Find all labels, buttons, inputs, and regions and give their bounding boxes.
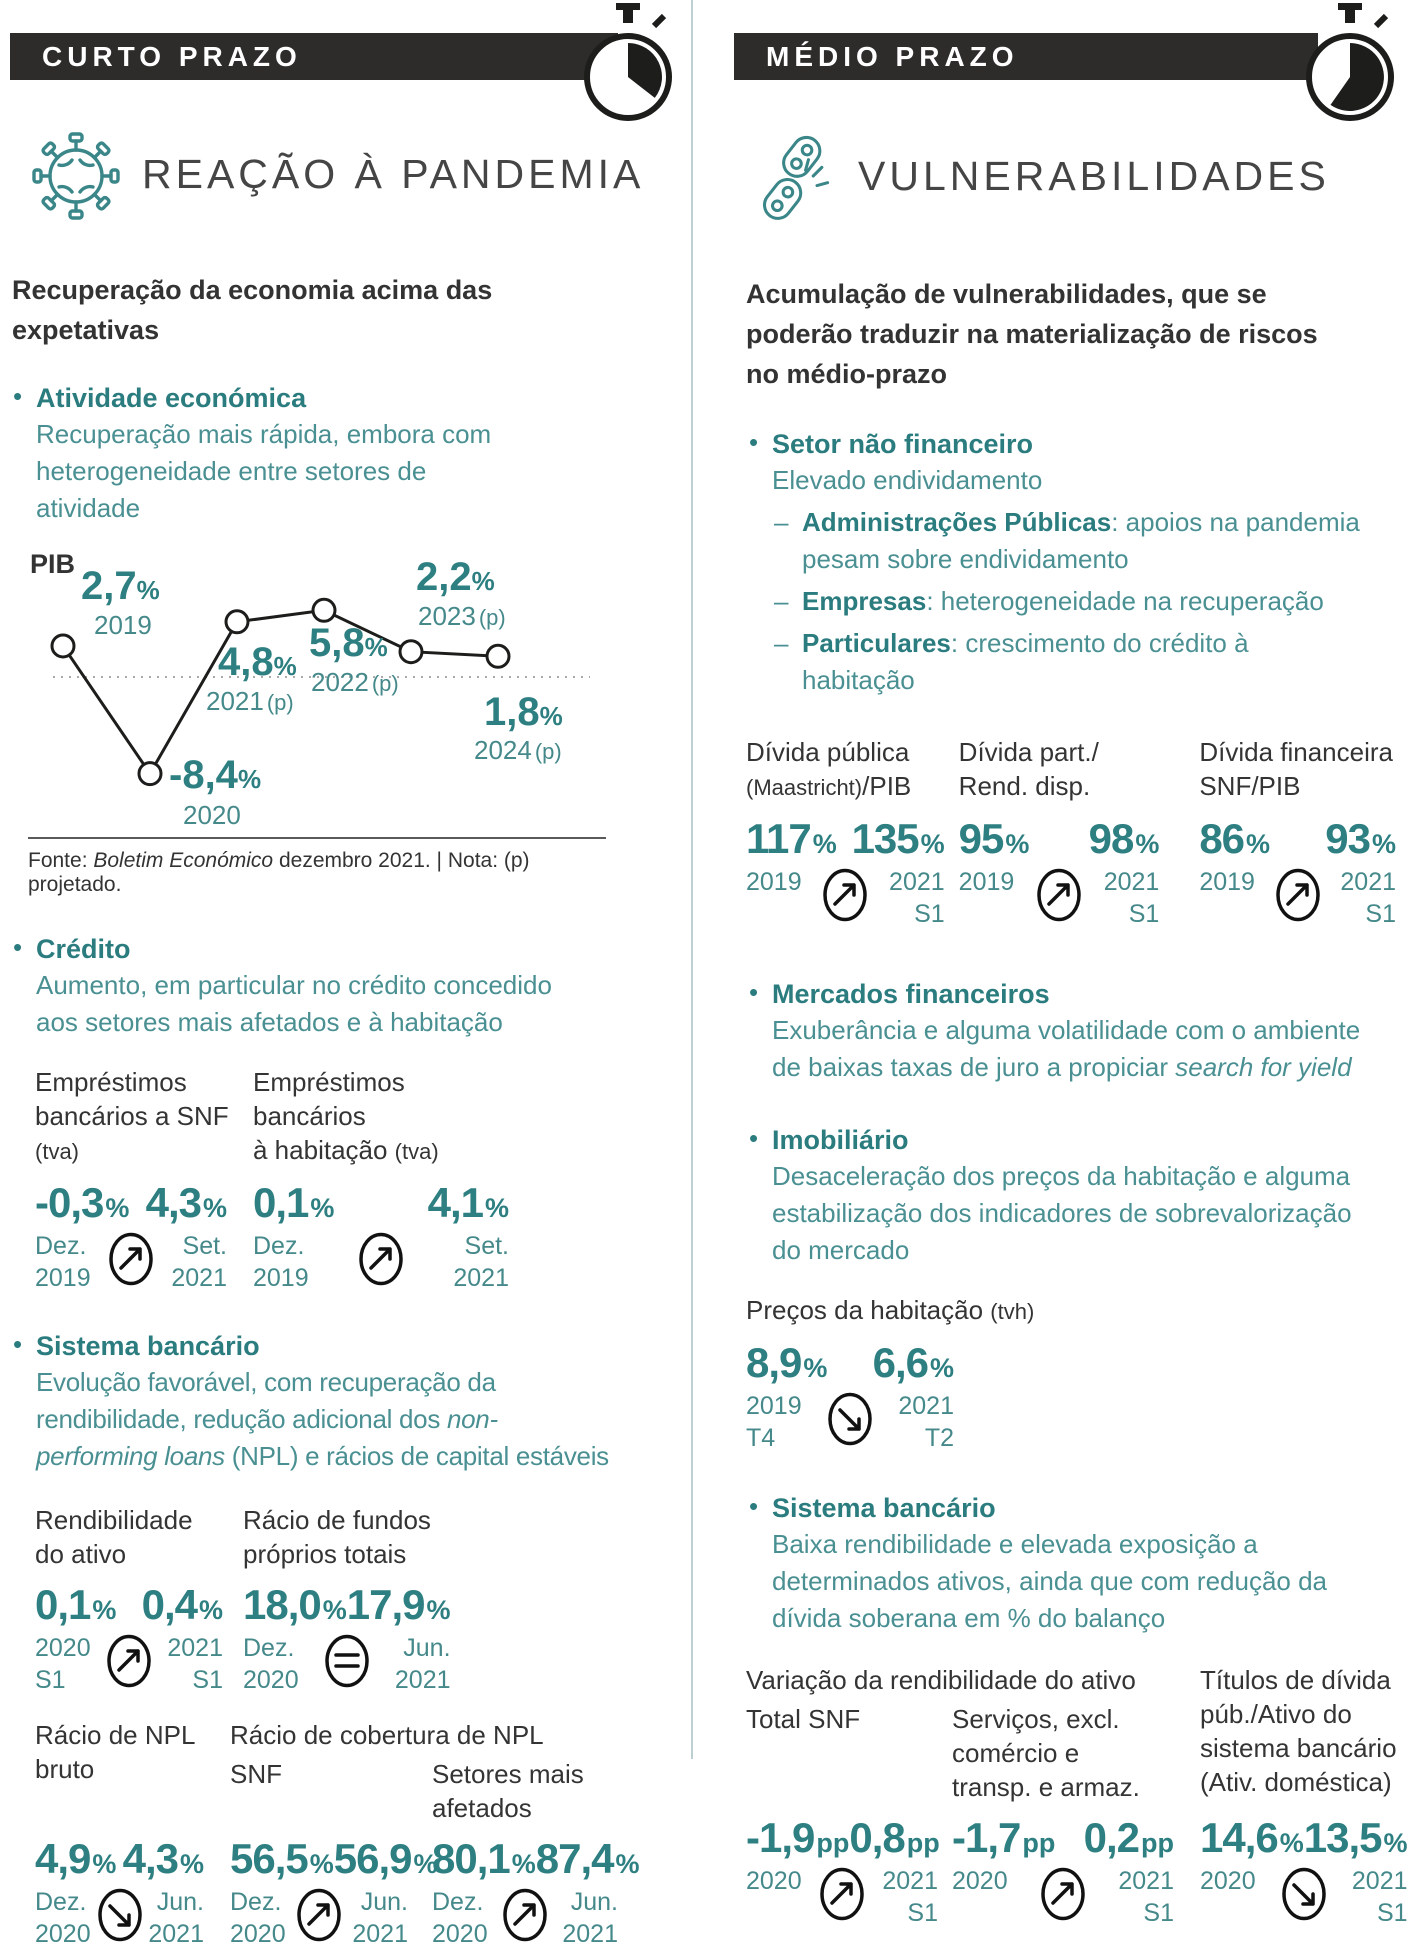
metric-group [746,1293,1035,1454]
trend-stable-icon [323,1633,371,1691]
broken-chain-icon [752,124,840,228]
metric-label: Dívida part./ Rend. disp. [958,737,1099,801]
metric-sublabel: Total SNF [746,1704,861,1734]
metric-value: 13,5% [1303,1814,1408,1861]
metric-value: 0,1% [253,1179,335,1226]
trend-up-icon [1274,867,1322,925]
metric-label: Dívida financeira SNF/PIB [1199,737,1393,801]
metric-sublabel: SNF [230,1759,282,1789]
metric-label: Dívida pública (Maastricht)/PIB [746,737,912,801]
header-bar-curto-prazo [10,33,618,80]
metric-value: 95% [958,815,1030,862]
trend-up-icon [821,867,869,925]
section-header [734,124,1396,228]
metric-value: 56,9% [333,1835,438,1882]
virus-icon [28,124,124,224]
bullet-heading: • Setor não financeiro [772,429,1034,459]
intro-statement: Recuperação da economia acima das expetativas [12,275,493,345]
metric-label: Variação da rendibilidade do ativo [746,1665,1136,1695]
metric-group [35,1065,227,1294]
metric-sublabel: Serviços, excl. comércio e transp. e armaz. [952,1704,1140,1802]
bar-title: MÉDIO PRAZO [766,40,1019,72]
trend-up-icon [357,1231,405,1289]
data-point-marker [226,611,248,633]
metric [243,1571,451,1696]
section-header [10,124,645,224]
metric-group [1200,1663,1408,1929]
bullet-body: Evolução favorável, com recuperação da rendibilidade, redução adicional dos non-performing loans (NPL) e rácios de capital estáveis [36,1367,609,1471]
bullet-atividade-economica [10,380,618,527]
metric-dates: 2021 S1 [1340,868,1397,928]
bullet-sistema-bancario [10,1328,618,1475]
metric-dates: 2020 [746,1867,802,1895]
bullet-heading: • Crédito [36,934,131,964]
intro-statement: Acumulação de vulnerabilidades, que se poderão traduzir na materialização de riscos no médio-prazo [746,279,1318,389]
metric-value: 6,6% [872,1339,954,1386]
metric-group [1199,735,1396,930]
section-title: REAÇÃO À PANDEMIA [142,150,645,197]
data-label-year: 2019 [94,610,152,640]
metric-value: 0,4% [141,1581,223,1628]
data-label-value: 5,8% [309,621,388,665]
metric-dates: 2021 S1 [1118,1867,1174,1927]
metric-row-precos-habitacao [734,1293,1396,1454]
bullet-body: Exuberância e alguma volatilidade com o ambiente de baixas taxas de juro a propiciar search for yield [772,1015,1361,1082]
metric-value: 14,6% [1200,1814,1304,1861]
metric-group [746,1663,1174,1929]
chart-title: PIB [30,549,76,579]
metric-group [35,1503,223,1696]
metric-label: Títulos de dívida púb./Ativo do sistema bancário (Ativ. doméstica) [1200,1665,1397,1797]
metric-value: -0,3% [35,1179,130,1226]
trend-up-icon [501,1887,549,1945]
header-bar-medio-prazo [734,33,1318,80]
bullet-setor-nao-financeiro [746,426,1396,699]
section-title: VULNERABILIDADES [858,152,1330,199]
metric-label: Rácio de fundos próprios totais [243,1505,431,1569]
metric-row-emprestimos [10,1065,618,1294]
metric-value: 87,4% [535,1835,640,1882]
trend-down-icon [826,1391,874,1449]
metric [35,1571,223,1696]
metric [959,803,1160,930]
metric [746,1329,954,1454]
source-rule [28,837,606,839]
data-point-marker [139,763,161,785]
bullet-body: Elevado endividamento [772,465,1043,495]
bullet-imobiliario [746,1122,1396,1269]
bullet-sistema-bancario [746,1490,1396,1637]
metric-dates: Dez. 2020 [230,1888,286,1948]
metric-value: 4,1% [427,1179,509,1226]
metric-dates: 2019 [958,868,1015,896]
metric [746,1697,938,1929]
sub-item-list [772,504,1396,699]
metric-dates: 2021 T2 [898,1392,954,1452]
metric-dates: 2021 S1 [1351,1867,1408,1927]
metric-dates: Dez. 2020 [35,1888,91,1948]
metric [230,1752,438,1950]
stopwatch-medium-icon [1302,3,1398,129]
metric-group [253,1065,509,1294]
metric-dates: 2021 S1 [889,868,945,928]
bullet-heading: • Atividade económica [36,383,307,413]
metric-dates: 2019 T4 [746,1392,802,1452]
metric-value: 80,1% [432,1835,536,1882]
data-label-year: 2022 (p) [311,667,399,697]
metric-value: 56,5% [230,1835,334,1882]
metric-group [959,735,1160,930]
metric-value: 135% [851,815,945,862]
metric-value: 117% [746,815,837,862]
bullet-mercados-financeiros [746,976,1396,1086]
metric [432,1752,640,1950]
bullet-body: Recuperação mais rápida, embora com heterogeneidade entre setores de atividade [36,419,492,523]
data-label-value: -8,4% [169,753,262,797]
metric [746,805,945,930]
metric-dates: 2019 [746,868,802,896]
metric-value: 4,3% [122,1835,204,1882]
bullet-heading: • Mercados financeiros [772,979,1050,1009]
metric-dates: 2021 S1 [1103,868,1160,928]
sub-item: – Particulares: crescimento do crédito à habitação [772,625,1362,699]
pib-line-chart [28,537,618,833]
trend-up-icon [295,1887,343,1945]
metric-dates: Dez. 2020 [432,1888,488,1948]
metric-value: 0,1% [35,1581,117,1628]
metric-dates: Jun. 2021 [562,1888,618,1948]
metric-group [243,1503,449,1696]
metric-dates: 2020 [1200,1867,1256,1895]
sub-item: – Administrações Públicas: apoios na pandemia pesam sobre endividamento [772,504,1362,578]
metric [35,1786,204,1950]
metric-dates: 2019 [1199,868,1255,896]
metric-row-rendibilidade-fundos [10,1503,618,1696]
data-label-value: 2,2% [416,555,495,599]
metric-value: 86% [1199,815,1271,862]
stopwatch-short-icon [580,3,676,129]
metric-dates: Set. 2021 [453,1232,509,1292]
metric-dates: 2020 [952,1867,1008,1895]
trend-down-icon [1280,1866,1328,1924]
metric [952,1697,1174,1929]
metric [253,1169,509,1294]
bullet-body: Aumento, em particular no crédito concedido aos setores mais afetados e à habitação [36,970,552,1037]
trend-down-icon [96,1887,144,1945]
trend-up-icon [1039,1866,1087,1924]
metric [35,1169,227,1294]
data-point-marker [487,645,509,667]
metric-dates: 2021 S1 [882,1867,938,1927]
data-label-year: 2020 [183,800,241,830]
trend-up-icon [107,1231,155,1289]
data-point-marker [400,641,422,663]
metric-value: 98% [1088,815,1160,862]
trend-up-icon [818,1866,866,1924]
metric-value: 4,3% [145,1179,227,1226]
data-label-value: 4,8% [218,640,297,684]
metric-group [746,735,945,930]
trend-up-icon [105,1633,153,1691]
bullet-heading: • Sistema bancário [36,1331,260,1361]
data-label-year: 2021 (p) [206,686,294,716]
bullet-heading: • Imobiliário [772,1125,909,1155]
metric-row-divida [734,735,1396,930]
metric-group [230,1718,640,1950]
metric-value: -1,7pp [952,1814,1056,1861]
metric-dates: Jun. 2021 [148,1888,204,1948]
metric-label: Empréstimos bancários à habitação (tva) [253,1067,439,1165]
metric-label: Rácio de cobertura de NPL [230,1720,544,1750]
data-label-value: 2,7% [81,564,160,608]
metric-row-npl [10,1718,640,1950]
metric-dates: Dez. 2019 [253,1232,309,1292]
bar-title: CURTO PRAZO [42,40,302,72]
metric-label: Rácio de NPL bruto [35,1720,196,1784]
metric-value: 0,8pp [849,1814,940,1861]
bullet-heading: • Sistema bancário [772,1493,996,1523]
metric-dates: Set. 2021 [171,1232,227,1292]
data-label-year: 2024 (p) [474,735,562,765]
metric-label: Rendibilidade do ativo [35,1505,193,1569]
bullet-body: Baixa rendibilidade e elevada exposição a determinados ativos, ainda que com redução da dívida soberana em % do balanço [772,1529,1328,1633]
metric [1199,803,1396,930]
metric-value: 93% [1325,815,1397,862]
metric-dates: Jun. 2021 [394,1634,451,1694]
metric-value: -1,9pp [746,1814,850,1861]
bullet-credito [10,931,618,1041]
metric-value: 0,2pp [1083,1814,1174,1861]
metric [1200,1799,1408,1929]
metric-dates: 2021 S1 [167,1634,223,1694]
metric-value: 18,0% [243,1581,347,1628]
metric-value: 8,9% [746,1339,828,1386]
metric-row-rendibilidade-titulos [734,1663,1408,1929]
bullet-body: Desaceleração dos preços da habitação e alguma estabilização dos indicadores de sobrevalorização do mercado [772,1161,1352,1265]
data-label-year: 2023 (p) [418,601,506,631]
data-point-marker [52,635,74,657]
source-note: Fonte: Boletim Económico dezembro 2021. | Nota: (p) projetado. [28,849,530,896]
metric-dates: Dez. 2020 [243,1634,299,1694]
column-medio-prazo [734,0,1408,1929]
metric-dates: Dez. 2019 [35,1232,91,1292]
trend-up-icon [1035,867,1083,925]
metric-value: 17,9% [346,1581,451,1628]
metric-group [35,1718,204,1950]
metric-label: Preços da habitação (tvh) [746,1295,1035,1325]
data-point-marker [313,599,335,621]
data-label-value: 1,8% [484,690,563,734]
metric-label: Empréstimos bancários a SNF (tva) [35,1067,229,1164]
metric-dates: Jun. 2021 [352,1888,408,1948]
column-curto-prazo [10,0,645,1950]
metric-value: 4,9% [35,1835,117,1882]
metric-sublabel: Setores mais afetados [432,1759,584,1823]
sub-item: – Empresas: heterogeneidade na recuperação [772,583,1362,620]
metric-dates: 2020 S1 [35,1634,91,1694]
column-divider [691,0,693,1759]
